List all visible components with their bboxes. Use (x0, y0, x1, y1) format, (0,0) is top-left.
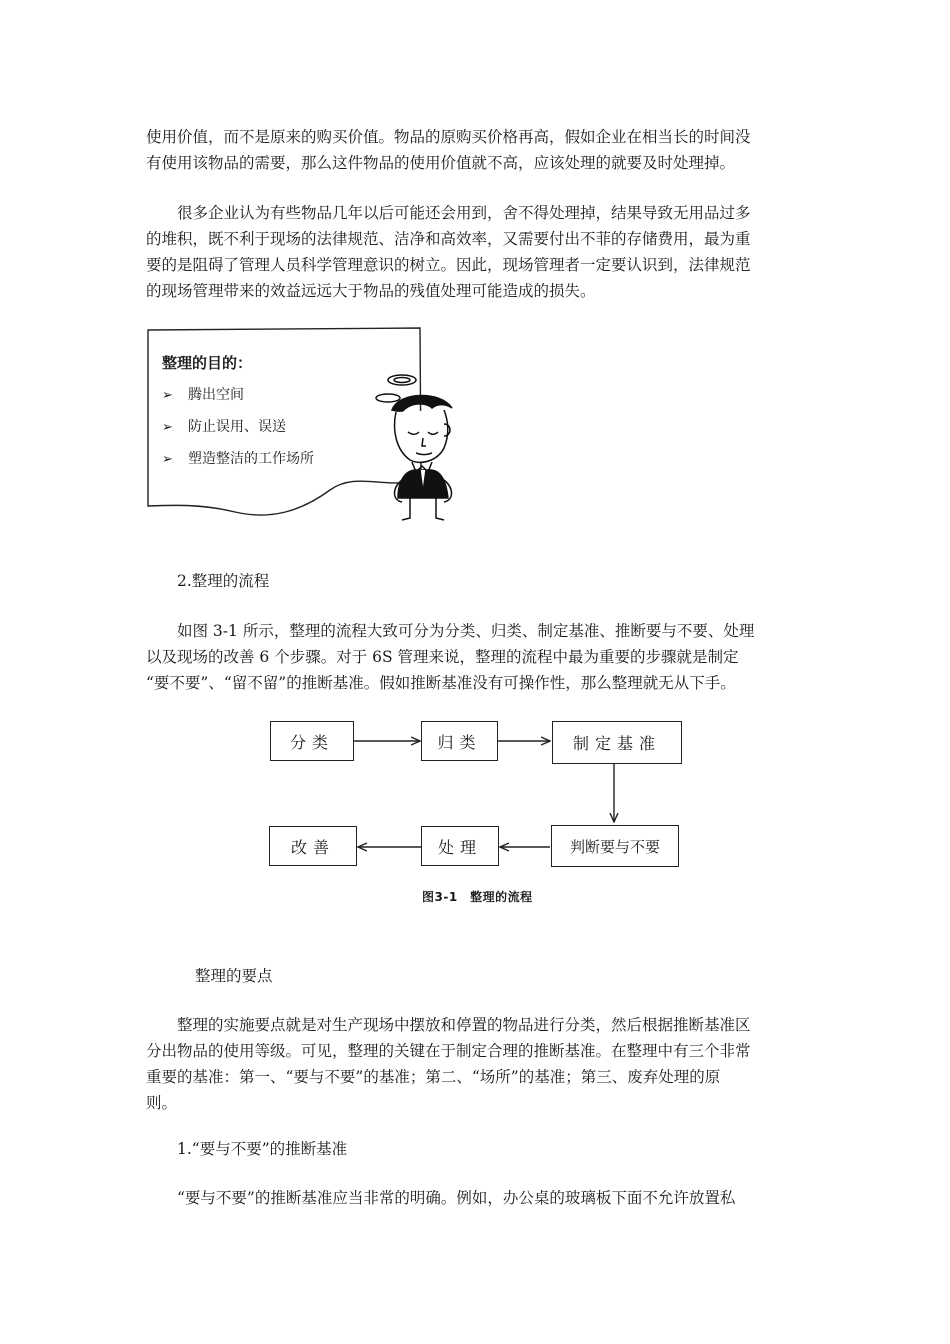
text-line: 要的是阻碍了管理人员科学管理意识的树立。因此，现场管理者一定要认识到，法律规范 (146, 256, 751, 274)
text-line: 的现场管理带来的效益远远大于物品的残值处理可能造成的损失。 (146, 282, 596, 300)
paragraph-criteria (177, 1185, 807, 1211)
text-line: 使用价值，而不是原来的购买价值。物品的原购买价格再高，假如企业在相当长的时间没 (146, 128, 751, 146)
section-heading-points: 整理的要点 (195, 967, 273, 985)
paragraph-key-points (146, 1012, 806, 1116)
figure-caption: 图3-1 整理的流程 (422, 890, 533, 904)
note-item-label: 腾出空间 (188, 387, 244, 403)
note-item-label: 塑造整洁的工作场所 (188, 451, 314, 467)
flow-step-classify: 分类 (270, 721, 354, 761)
paragraph-process-intro (146, 618, 806, 696)
text-line: 如图 3-1 所示，整理的流程大致可分为分类、归类、制定基准、推断要与不要、处理 (146, 622, 755, 640)
flow-step-handle: 处理 (421, 826, 499, 866)
text-line: 的堆积，既不利于现场的法律规范、洁净和高效率，又需要付出不菲的存储费用，最为重 (146, 230, 751, 248)
arrow-bullet-icon: ➢ (162, 420, 173, 435)
text-line: “要不要”、“留不留”的推断基准。假如推断基准没有可操作性，那么整理就无从下手。 (146, 674, 736, 692)
text-line: “要与不要”的推断基准应当非常的明确。例如，办公桌的玻璃板下面不允许放置私 (177, 1189, 736, 1207)
arrow-bullet-icon: ➢ (162, 388, 173, 403)
paragraph-use-value (146, 124, 806, 176)
note-item (162, 448, 314, 468)
text-line: 重要的基准：第一、“要与不要”的基准；第二、“场所”的基准；第三、废弃处理的原 (146, 1068, 721, 1086)
flow-step-improve: 改善 (269, 826, 357, 866)
flow-step-group: 归类 (421, 721, 498, 761)
text-line: 则。 (146, 1094, 178, 1112)
text-line: 很多企业认为有些物品几年以后可能还会用到，舍不得处理掉，结果导致无用品过多 (146, 204, 751, 222)
flow-step-judge: 判断要与不要 (551, 825, 679, 867)
text-line: 整理的实施要点就是对生产现场中摆放和停置的物品进行分类，然后根据推断基准区 (146, 1016, 751, 1034)
note-title: 整理的目的： (162, 354, 253, 372)
note-item-label: 防止误用、误送 (188, 419, 286, 435)
section-heading-process: 2.整理的流程 (177, 572, 270, 590)
paragraph-disposal-advice (146, 200, 806, 304)
arrow-bullet-icon: ➢ (162, 452, 173, 467)
note-item (162, 384, 244, 404)
text-line: 以及现场的改善 6 个步骤。对于 6S 管理来说，整理的流程中最为重要的步骤就是制定 (146, 648, 739, 666)
note-item (162, 416, 286, 436)
text-line: 有使用该物品的需要，那么这件物品的使用价值就不高，应该处理的就要及时处理掉。 (146, 154, 736, 172)
subsection-heading-criteria: 1.“要与不要”的推断基准 (177, 1140, 348, 1158)
text-line: 分出物品的使用等级。可见，整理的关键在于制定合理的推断基准。在整理中有三个非常 (146, 1042, 751, 1060)
flow-step-standard: 制定基准 (552, 721, 682, 764)
